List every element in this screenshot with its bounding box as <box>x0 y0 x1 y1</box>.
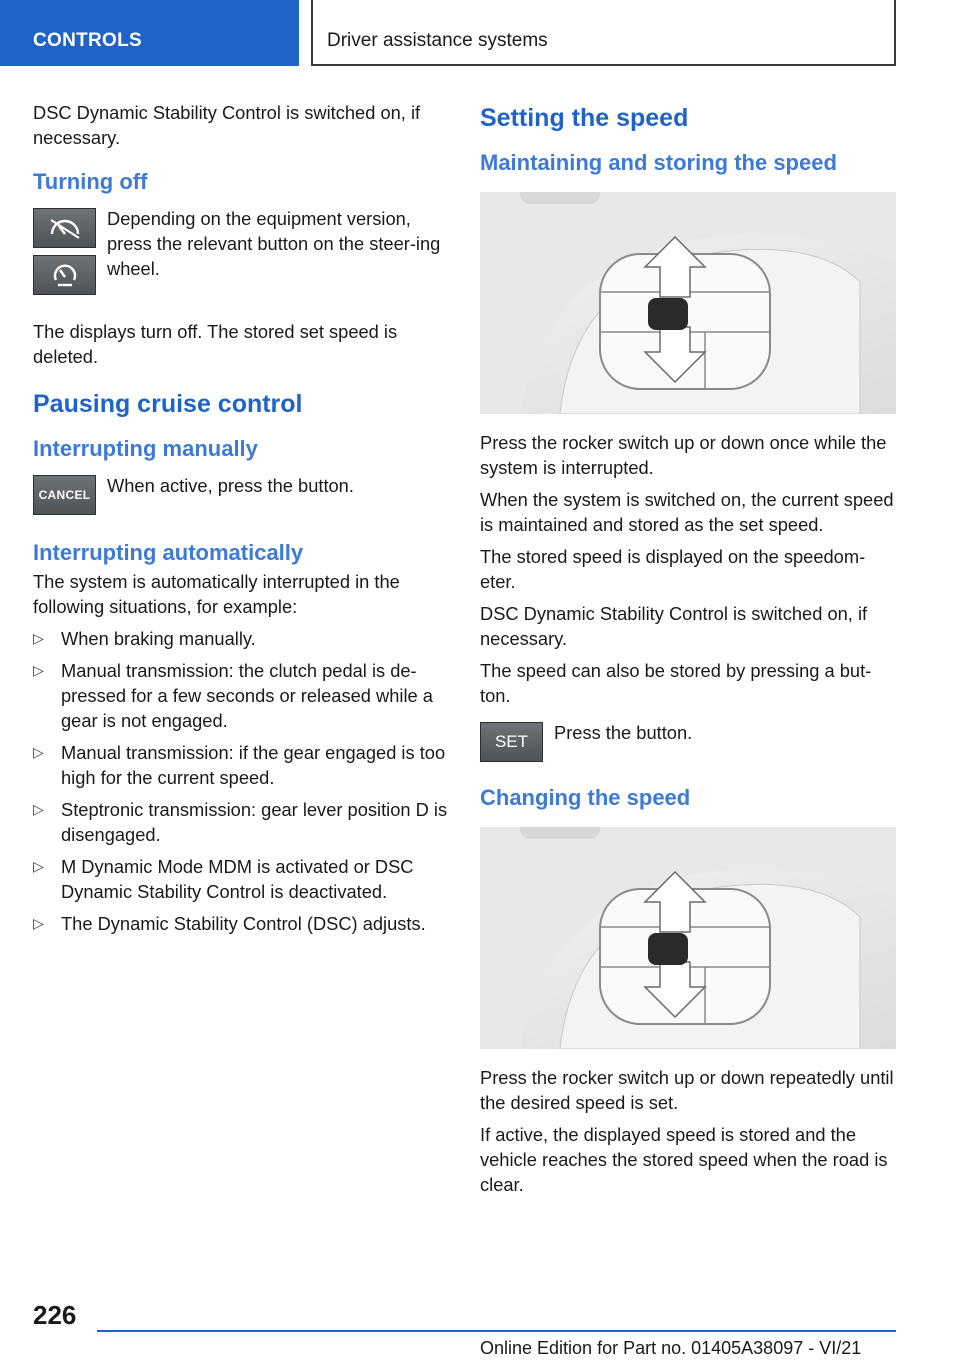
edition-note: Online Edition for Part no. 01405A38097 - VI/21 <box>480 1338 862 1358</box>
left-column <box>33 100 449 943</box>
turning-off-after: The displays turn off. The stored set speed is deleted. <box>33 321 398 367</box>
steering-wheel-rocker-image-2 <box>480 827 896 1049</box>
intro-paragraph: DSC Dynamic Stability Control is switched on, if necessary. <box>33 102 421 148</box>
maintain-para-3: The stored speed is displayed on the speedom‐eter. <box>480 546 866 592</box>
triangle-bullet-icon: ▷ <box>33 915 44 931</box>
maintain-heading: Maintaining and storing the speed <box>480 150 837 175</box>
change-para-1: Press the rocker switch up or down repeatedly until the desired speed is set. <box>480 1067 894 1113</box>
turning-off-text: Depending on the equipment version, press the relevant button on the steer‐ing wheel. <box>107 208 441 279</box>
setting-speed-heading: Setting the speed <box>480 104 689 132</box>
interrupt-manual-text: When active, press the button. <box>107 475 354 496</box>
list-item: ▷ When braking manually. <box>33 628 256 649</box>
cancel-button-icon: CANCEL <box>33 475 96 515</box>
triangle-bullet-icon: ▷ <box>33 630 44 646</box>
turning-off-block <box>33 206 449 281</box>
interrupt-manual-block <box>33 473 449 515</box>
page-number: 226 <box>33 1300 77 1330</box>
changing-speed-heading: Changing the speed <box>480 785 691 810</box>
interrupt-auto-text: The system is automatically interrupted in the following situations, for example: <box>33 571 400 617</box>
list-item: ▷ Steptronic transmission: gear lever position D is disengaged. <box>33 799 448 845</box>
triangle-bullet-icon: ▷ <box>33 662 44 678</box>
list-item: ▷ Manual transmission: the clutch pedal is de‐pressed for a few seconds or released while a gear is not engaged. <box>33 660 433 731</box>
pausing-heading: Pausing cruise control <box>33 390 303 418</box>
set-button-block <box>480 720 896 762</box>
interrupt-manual-heading: Interrupting manually <box>33 436 258 461</box>
list-item: ▷ M Dynamic Mode MDM is activated or DSC Dynamic Stability Control is deactivated. <box>33 856 414 902</box>
limiter-icon <box>33 255 96 295</box>
right-column <box>480 100 896 1204</box>
maintain-para-4: DSC Dynamic Stability Control is switched on, if necessary. <box>480 603 868 649</box>
list-item: ▷ Manual transmission: if the gear engaged is too high for the current speed. <box>33 742 446 788</box>
triangle-bullet-icon: ▷ <box>33 858 44 874</box>
maintain-para-2: When the system is switched on, the current speed is maintained and stored as the set speed. <box>480 489 894 535</box>
section-tab: CONTROLS <box>0 0 299 66</box>
steering-wheel-rocker-image <box>480 192 896 414</box>
triangle-bullet-icon: ▷ <box>33 801 44 817</box>
interrupt-auto-heading: Interrupting automatically <box>33 540 304 565</box>
triangle-bullet-icon: ▷ <box>33 744 44 760</box>
turning-off-heading: Turning off <box>33 169 148 194</box>
interrupt-auto-list <box>33 626 449 936</box>
set-button-text: Press the button. <box>554 722 693 743</box>
change-para-2: If active, the displayed speed is stored and the vehicle reaches the stored speed when the road is clear. <box>480 1124 888 1195</box>
cruise-control-off-icon <box>33 208 96 248</box>
maintain-para-5: The speed can also be stored by pressing a but‐ton. <box>480 660 872 706</box>
list-item: ▷ The Dynamic Stability Control (DSC) adjusts. <box>33 913 426 934</box>
maintain-para-1: Press the rocker switch up or down once while the system is interrupted. <box>480 432 887 478</box>
set-button-icon: SET <box>480 722 543 762</box>
chapter-title: Driver assistance systems <box>311 0 896 66</box>
footer-divider <box>97 1330 896 1332</box>
